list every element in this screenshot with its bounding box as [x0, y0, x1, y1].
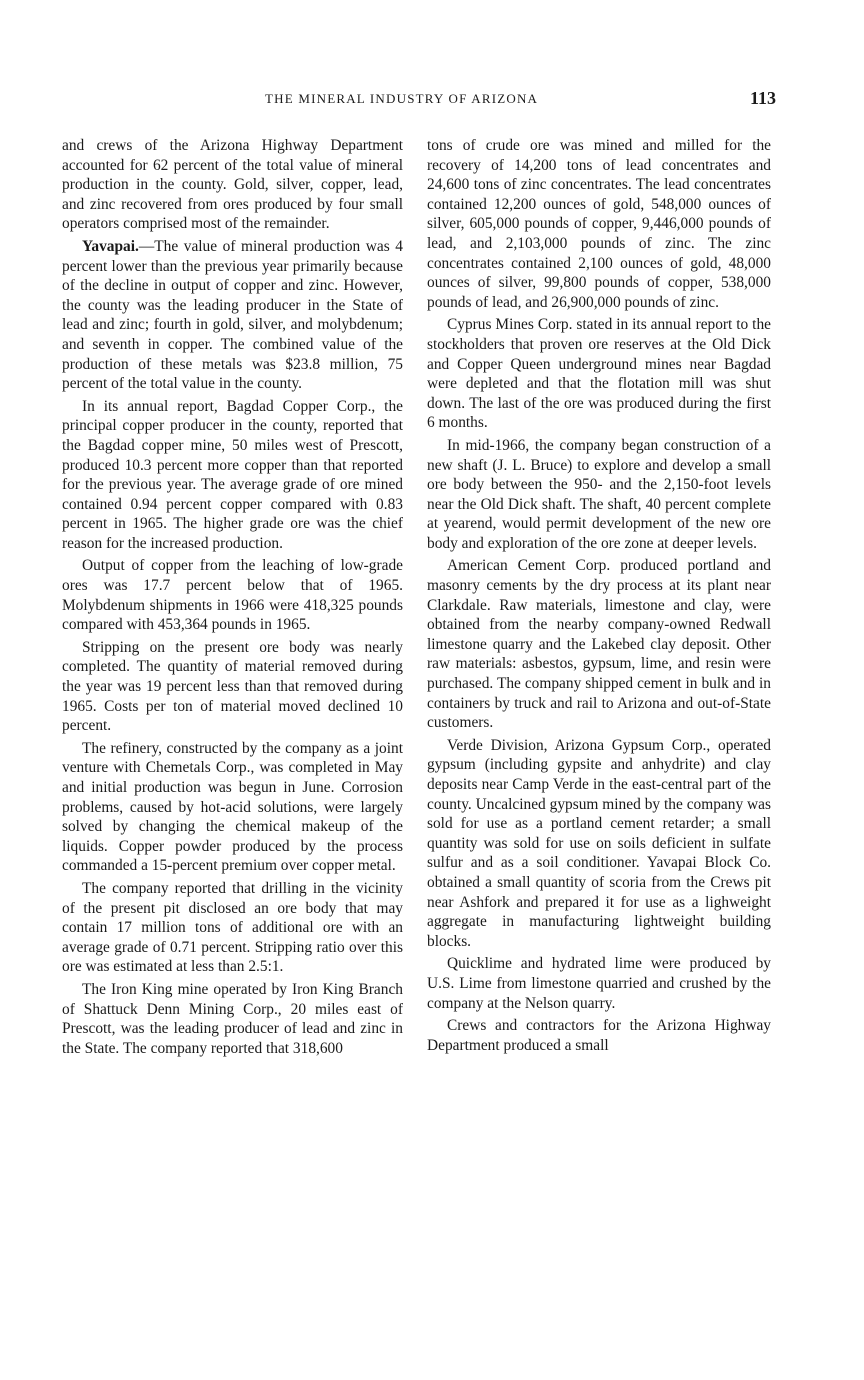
running-header	[60, 88, 776, 114]
paragraph: Stripping on the present ore body was nearly completed. The quantity of material removed during the year was 19 percent less than that removed during 1965. Costs per ton of material moved declined 10 percent.	[62, 638, 403, 735]
left-column	[62, 136, 403, 1058]
paragraph: The company reported that drilling in the vicinity of the present pit disclosed an ore body that may contain 17 million tons of additional ore with an average grade of 0.71 percent. Stripping ratio over this ore was estimated at less than 2.5:1.	[62, 879, 403, 976]
paragraph: The refinery, constructed by the company as a joint venture with Chemetals Corp., was completed in May and initial production was begun in June. Corrosion problems, caused by hot-acid solutions, were largely solved by changing the chemical makeup of the liquids. Copper powder produced by the process commanded a 15-percent premium over copper metal.	[62, 739, 403, 875]
paragraph: Verde Division, Arizona Gypsum Corp., operated gypsum (including gypsite and anhydrite) and clay deposits near Camp Verde in the east-central part of the county. Uncalcined gypsum mined by the company was sold for use as a portland cement retarder; a small quantity was sold for use on soils deficient in sulfate sulfur and as a soil conditioner. Yavapai Block Co. obtained a small quantity of scoria from the Crews pit near Ashfork and prepared it for use as a lighweight aggregate in manufacturing lightweight building blocks.	[427, 736, 771, 950]
paragraph: tons of crude ore was mined and milled for the recovery of 14,200 tons of lead concentrates and 24,600 tons of zinc concentrates. The lead concentrates contained 12,200 ounces of gold, 548,000 ounces of silver, 605,000 pounds of copper, 9,446,000 pounds of lead, and 2,103,000 pounds of zinc. The zinc concentrates contained 2,100 ounces of gold, 48,000 ounces of silver, 99,800 pounds of copper, 538,000 pounds of lead, and 26,900,000 pounds of zinc.	[427, 137, 771, 311]
paragraph: Crews and contractors for the Arizona Highway Department produced a small	[427, 1017, 771, 1054]
paragraph-text: —The value of mineral production was 4 percent lower than the previous year primarily because of the decline in output of copper and zinc. However, the county was the leading producer in the State of lead and zinc; fourth in gold, silver, and molybdenum; and seventh in copper. The combined value of the production of these metals was $23.8 million, 75 percent of the total value in the county.	[62, 237, 403, 393]
paragraph: In mid-1966, the company began construction of a new shaft (J. L. Bruce) to explore and develop a small ore body between the 950- and the 2,150-foot levels near the Old Dick shaft. The shaft, 40 percent complete at yearend, would permit development of the new ore body and exploration of the ore zone at deeper levels.	[427, 436, 771, 552]
paragraph: and crews of the Arizona Highway Department accounted for 62 percent of the total value of mineral production in the county. Gold, silver, copper, lead, and zinc recovered from ores produced by four small operators comprised most of the remainder.	[62, 137, 403, 233]
paragraph: Quicklime and hydrated lime were produced by U.S. Lime from limestone quarried and crushed by the company at the Nelson quarry.	[427, 955, 771, 1012]
paragraph-yavapai	[62, 237, 403, 394]
right-column	[427, 136, 771, 1055]
section-lead-yavapai: Yavapai.	[82, 237, 139, 255]
paragraph: American Cement Corp. produced portland and masonry cements by the dry process at its plant near Clarkdale. Raw materials, limestone and clay, were obtained from the nearby company-owned Redwall limestone quarry and the Lakebed clay deposit. Other raw materials: asbestos, gypsum, lime, and resin were purchased. The company shipped cement in bulk and in containers by truck and rail to Arizona and out-of-State customers.	[427, 557, 771, 732]
paragraph: In its annual report, Bagdad Copper Corp., the principal copper producer in the county, reported that the Bagdad copper mine, 50 miles west of Prescott, produced 10.3 percent more copper than that reported for the previous year. The average grade of ore mined contained 0.94 percent copper compared with 0.83 percent in 1965. The higher grade ore was the chief reason for the increased production.	[62, 397, 403, 552]
running-title: THE MINERAL INDUSTRY OF ARIZONA	[265, 91, 539, 106]
paragraph: The Iron King mine operated by Iron King Branch of Shattuck Denn Mining Corp., 20 miles east of Prescott, was the leading producer of lead and zinc in the State. The company reported that 318,600	[62, 980, 403, 1057]
paragraph: Output of copper from the leaching of low-grade ores was 17.7 percent below that of 1965. Molybdenum shipments in 1966 were 418,325 pounds compared with 453,364 pounds in 1965.	[62, 557, 403, 634]
paragraph: Cyprus Mines Corp. stated in its annual report to the stockholders that proven ore reserves at the Old Dick and Copper Queen underground mines near Bagdad were depleted and that the flotation mill was shut down. The last of the ore was produced during the first 6 months.	[427, 316, 771, 432]
page-number: 113	[749, 88, 776, 108]
